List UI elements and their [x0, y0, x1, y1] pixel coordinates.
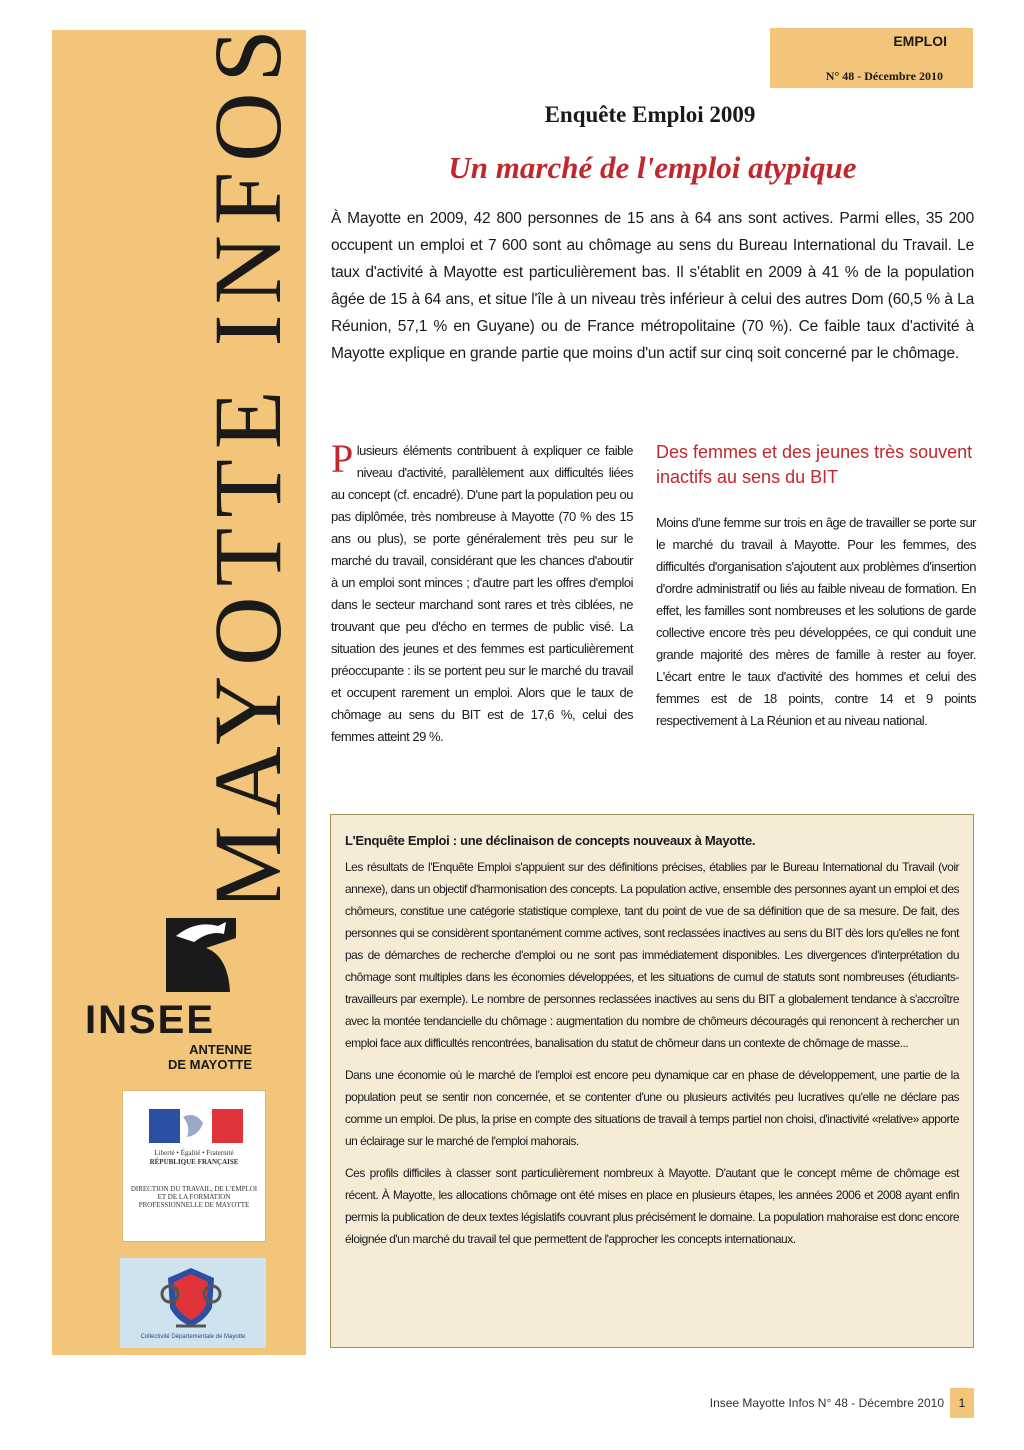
insee-wordmark: INSEE: [85, 998, 216, 1042]
insee-subtitle-line1: ANTENNE: [189, 1042, 252, 1057]
collectivite-label: Collectivité Départementale de Mayotte: [140, 1334, 246, 1340]
right-column-heading: Des femmes et des jeunes très souvent inactifs au sens du BIT: [656, 442, 973, 487]
rf-motto-and-name: [129, 1149, 259, 1167]
info-box-paragraph-1: Les résultats de l'Enquête Emploi s'appuient sur des définitions précises, établies par le Bureau International du Travail (voir annexe), dans un objectif d'harmonisation des concepts. La population active, ensemble des personnes ayant un emploi et des chômeurs, constitue une catégorie statistique complexe, tant du point de vue de sa définition que de sa mesure. De fait, des personnes qui se considèrent spontanément comme actives, sont reclassées inactives au sens du BIT dès lors qu'elles ne font pas de démarches de recherche d'emploi ou ne sont pas immédiatement disponibles. Les divergences d'interprétation du chômage sont multiples dans les économies développées, et les situations de cumul de statuts sont nombreuses (étudiants-travailleurs par exemple). Le nombre de personnes reclassées inactives au sens du BIT a globalement tendance à s'accroître avec la montée tendancielle du chômage : augmentation du nombre de chômeurs découragés qui renoncent à rechercher un emploi face aux difficultés rencontrées, banalisation du statut de chômeur dans un contexte de chômage de masse...: [345, 860, 959, 1050]
article-title: Enquête Emploi 2009: [544, 102, 756, 127]
left-column: [331, 436, 633, 748]
page-number: 1: [950, 1388, 974, 1418]
left-column-text: lusieurs éléments contribuent à expliquer ce faible niveau d'activité, parallèlement aux difficultés liées au concept (cf. encadré). D'une part la population peu ou pas diplômée, très nombreuse à Mayotte (70 % des 15 ans ou plus), se porte généralement très peu sur le marché du travail, considérant que les chances d'aboutir à un emploi sont minces ; d'autre part les offres d'emploi dans le secteur marchand sont rares et très ciblées, ne trouvant que peu d'écho en termes de public visé. La situation des jeunes et des femmes est particulièrement préoccupante : ils se portent peu sur le marché du travail et occupent rarement un emploi. Alors que le taux de chômage au sens du BIT est de 17,6 %, celui des femmes atteint 29 %.: [331, 443, 633, 744]
info-box-paragraph-2: Dans une économie où le marché de l'emploi est encore peu dynamique car en phase de développement, une partie de la population peut se sentir non concernée, et se contenter d'une ou plusieurs activités peu lucratives qu'elle ne déclare pas comme un emploi. De plus, la prise en compte des situations de travail à temps partiel non choisi, d'inactivité «relative» apporte un éclairage sur le marché de l'emploi mahorais.: [345, 1068, 959, 1148]
insee-subtitle: [130, 1042, 252, 1072]
info-box: [330, 814, 974, 1348]
issue-label: N° 48 - Décembre 2010: [825, 69, 943, 83]
dropcap: P: [331, 436, 353, 481]
article-subtitle: Un marché de l'emploi atypique: [448, 150, 857, 185]
marianne-flag-icon: [149, 1109, 243, 1143]
rf-motto: Liberté • Égalité • Fraternité: [154, 1149, 234, 1157]
insee-subtitle-line2: DE MAYOTTE: [167, 1057, 252, 1072]
info-box-title: L'Enquête Emploi : une déclinaison de concepts nouveaux à Mayotte.: [345, 833, 756, 848]
footer-text: Insee Mayotte Infos N° 48 - Décembre 2010: [709, 1396, 944, 1410]
right-column-text: Moins d'une femme sur trois en âge de travailler se porte sur le marché du travail à Mayotte. Pour les femmes, des difficultés d'organisation s'ajoutent aux problèmes d'insertion d'ordre administratif ou liés au faible niveau de formation. En effet, les familles sont nombreuses et les solutions de garde collective encore très peu développées, ce qui conduit une grande majorité des mères de famille à rester au foyer. L'écart entre le taux d'activité des hommes et celui des femmes est de 18 points, contre 14 et 9 points respectivement à La Réunion et au niveau national.: [656, 515, 976, 728]
publication-title: [52, 30, 306, 900]
rubric-label: EMPLOI: [893, 33, 947, 49]
rubric-tag: [770, 28, 973, 88]
collectivite-logo: [120, 1258, 266, 1348]
republique-francaise-logo: [122, 1090, 266, 1242]
article-lead: À Mayotte en 2009, 42 800 personnes de 15 ans à 64 ans sont actives. Parmi elles, 35 200 occupent un emploi et 7 600 sont au chômage au sens du Bureau International du Travail. Le taux d'activité à Mayotte est particulièrement bas. Il s'établit en 2009 à 41 % de la population âgée de 15 à 64 ans, et situe l'île à un niveau très inférieur à celui des autres Dom (60,5 % à La Réunion, 57,1 % en Guyane) ou de France métropolitaine (70 %). Ce faible taux d'activité à Mayotte explique en grande partie que moins d'un actif sur cinq soit concerné par le chômage.: [331, 210, 974, 362]
info-box-paragraph-3: Ces profils difficiles à classer sont particulièrement nombreux à Mayotte. D'autant que le concept même de chômage est récent. À Mayotte, les allocations chômage ont été mises en place en plusieurs étapes, les années 2006 et 2008 ayant enfin permis la publication de deux textes législatifs couvrant plus précisément le domaine. La population mahoraise est donc encore éloignée d'un marché du travail tel que permettent de l'approcher les concepts internationaux.: [345, 1166, 959, 1246]
rf-direction: DIRECTION DU TRAVAIL, DE L'EMPLOI ET DE LA FORMATION PROFESSIONNELLE DE MAYOTTE: [130, 1185, 258, 1209]
publication-title-text: MAYOTTE INFOS: [194, 30, 301, 900]
insee-logo-mark: [166, 918, 256, 992]
coat-of-arms-icon: [156, 1264, 226, 1330]
rf-name: RÉPUBLIQUE FRANÇAISE: [149, 1158, 239, 1166]
